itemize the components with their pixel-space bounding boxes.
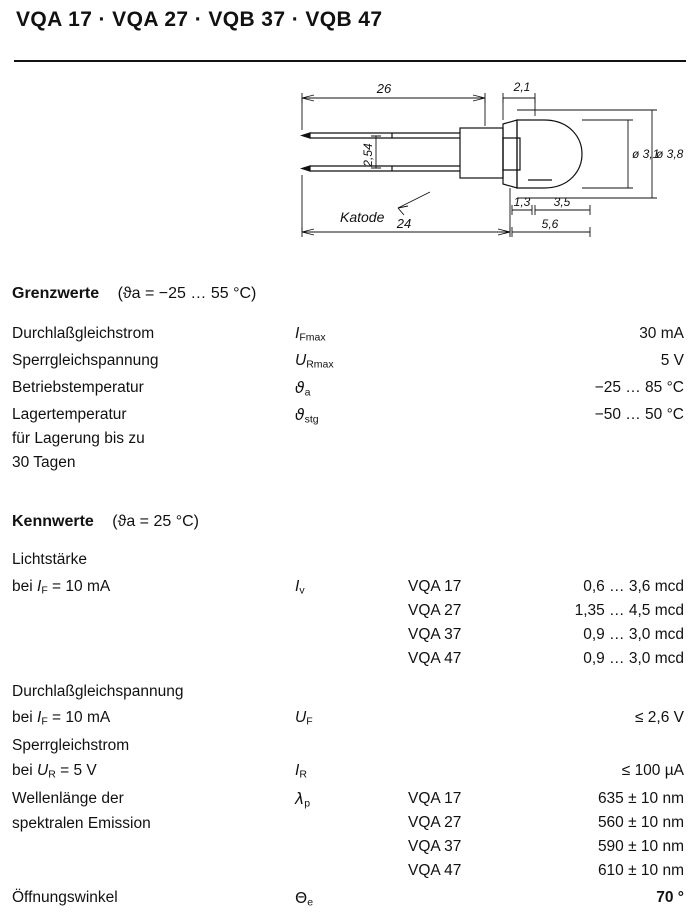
luminous-type: VQA 37 <box>408 626 462 643</box>
component-outline-drawing <box>280 80 690 265</box>
dim-diameter-3-8: ø 3,8 <box>656 147 684 161</box>
page-title: VQA 17 · VQA 27 · VQB 37 · VQB 47 <box>16 8 383 31</box>
luminous-intensity-label-line1: Lichtstärke <box>12 551 87 568</box>
limits-condition: (ϑa = −25 … 55 °C) <box>117 285 257 302</box>
limit-row-symbol: $U_{Rmax}$ <box>295 352 334 371</box>
title-divider <box>14 60 686 62</box>
limit-row-symbol: $ϑ_{stg}$ <box>295 406 319 426</box>
luminous-intensity-symbol: $I_v$ <box>295 578 305 597</box>
luminous-value: 0,6 … 3,6 mcd <box>583 578 684 595</box>
beam-angle-value: 70 ° <box>656 889 684 906</box>
wavelength-label-line1: Wellenlänge der <box>12 790 124 807</box>
limit-row-value: 30 mA <box>639 325 684 342</box>
limits-note-line-2: 30 Tagen <box>12 454 76 471</box>
luminous-type: VQA 47 <box>408 650 462 667</box>
wavelength-type: VQA 27 <box>408 814 462 831</box>
beam-angle-symbol: $\Theta_e$ <box>295 889 314 909</box>
dim-diameter-3-1: ø 3,1 <box>632 147 660 161</box>
limit-row-symbol: $I_{Fmax}$ <box>295 325 326 344</box>
reverse-current-label-line2: bei $U_R = 5$ V <box>12 762 97 781</box>
limits-heading-text: Grenzwerte <box>12 285 100 302</box>
forward-voltage-label-line1: Durchlaßgleichspannung <box>12 683 184 700</box>
dim-2-1: 2,1 <box>513 80 531 94</box>
reverse-current-label-line1: Sperrgleichstrom <box>12 737 130 754</box>
limit-row-symbol: $ϑ_a$ <box>295 379 311 399</box>
dim-24: 24 <box>396 216 412 231</box>
dim-5-6: 5,6 <box>541 217 559 231</box>
characteristics-condition: (ϑa = 25 °C) <box>112 513 199 530</box>
limit-row-value: −25 … 85 °C <box>594 379 684 396</box>
wavelength-type: VQA 47 <box>408 862 462 879</box>
reverse-current-symbol: $I_R$ <box>295 762 307 781</box>
limits-note-line-1: für Lagerung bis zu <box>12 430 145 447</box>
luminous-value: 1,35 … 4,5 mcd <box>574 602 684 619</box>
limit-row-name: Sperrgleichspannung <box>12 352 159 369</box>
forward-voltage-value: ≤ 2,6 V <box>634 709 684 726</box>
wavelength-value: 560 ± 10 nm <box>597 814 684 831</box>
wavelength-type: VQA 37 <box>408 838 462 855</box>
luminous-intensity-label-line2: bei $I_F = 10$ mA <box>12 578 111 597</box>
label-katode: Katode <box>340 209 385 225</box>
limit-row-name: Durchlaßgleichstrom <box>12 325 155 342</box>
wavelength-value: 635 ± 10 nm <box>597 790 684 807</box>
beam-angle-label: Öffnungswinkel <box>12 889 118 906</box>
limit-row-value: −50 … 50 °C <box>594 406 684 423</box>
forward-voltage-label-line2: bei $I_F = 10$ mA <box>12 709 111 728</box>
characteristics-heading <box>12 513 199 531</box>
reverse-current-value: ≤ 100 µA <box>621 762 684 779</box>
dim-1-3: 1,3 <box>513 195 531 209</box>
wavelength-label-line2: spektralen Emission <box>12 815 151 832</box>
wavelength-symbol: $\lambda_p$ <box>295 790 311 810</box>
dim-2-54: 2,54 <box>361 143 375 167</box>
limit-row-name: Lagertemperatur <box>12 406 127 423</box>
dim-3-5: 3,5 <box>553 195 571 209</box>
forward-voltage-symbol: $U_F$ <box>295 709 313 728</box>
dim-26: 26 <box>376 81 392 96</box>
luminous-type: VQA 17 <box>408 578 462 595</box>
wavelength-value: 590 ± 10 nm <box>597 838 684 855</box>
wavelength-type: VQA 17 <box>408 790 462 807</box>
limit-row-value: 5 V <box>660 352 684 369</box>
luminous-value: 0,9 … 3,0 mcd <box>583 626 684 643</box>
limits-heading <box>12 285 256 303</box>
wavelength-value: 610 ± 10 nm <box>597 862 684 879</box>
limit-row-name: Betriebstemperatur <box>12 379 144 396</box>
luminous-value: 0,9 … 3,0 mcd <box>583 650 684 667</box>
luminous-type: VQA 27 <box>408 602 462 619</box>
characteristics-heading-text: Kennwerte <box>12 513 94 530</box>
